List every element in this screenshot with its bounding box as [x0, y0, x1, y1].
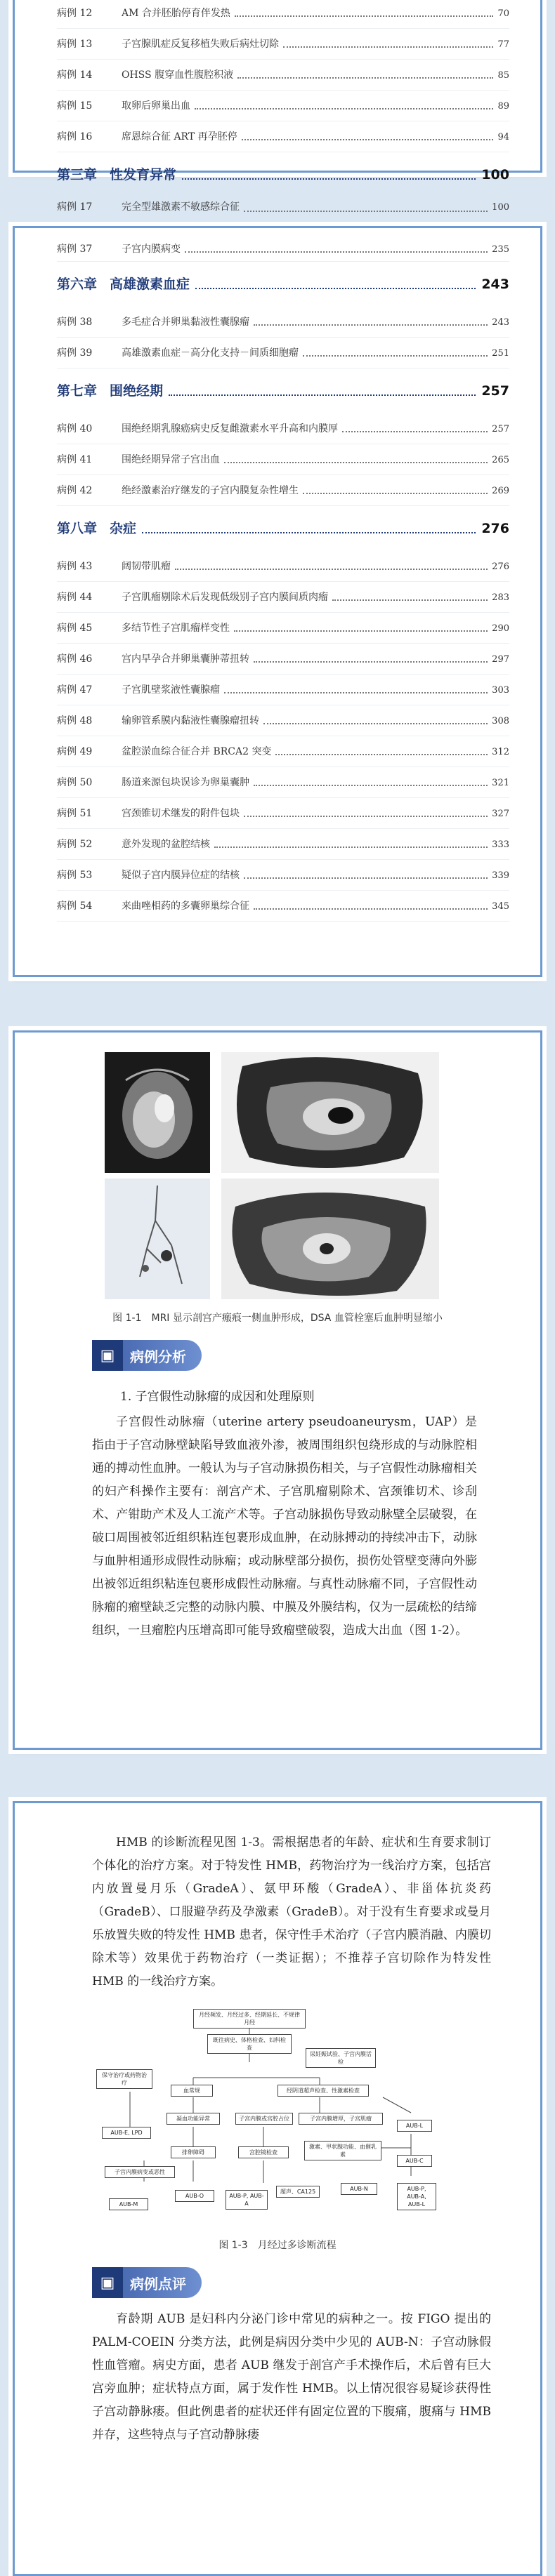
flow-box: AUB-C — [397, 2155, 432, 2167]
leader-dots — [175, 569, 488, 570]
chapter-label: 第八章 — [57, 521, 98, 536]
toc-row[interactable] — [57, 551, 509, 582]
chapter-page: 100 — [481, 167, 509, 182]
case-number: 病例 14 — [57, 69, 93, 81]
case-number: 病例 40 — [57, 423, 93, 434]
leader-dots — [254, 661, 488, 663]
page-number: 257 — [492, 424, 509, 434]
toc-row[interactable] — [57, 798, 509, 829]
leader-dots — [214, 847, 488, 848]
flow-box: 凝血功能异常 — [166, 2113, 220, 2125]
case-number: 病例 13 — [57, 39, 93, 50]
chapter-title: 围绝经期 — [110, 383, 164, 399]
toc-row[interactable] — [57, 197, 509, 220]
case-title: 宫内早孕合并卵巢囊肿蒂扭转 — [122, 653, 249, 665]
case-title: 围绝经期乳腺癌病史反复雌激素水平升高和内膜厚 — [122, 423, 338, 434]
leader-dots — [244, 816, 488, 817]
flow-box: 尿妊娠试验、子宫内膜活检 — [306, 2048, 376, 2068]
flow-box: 超声、CA125 — [276, 2186, 320, 2198]
leader-dots — [254, 324, 488, 326]
toc-row[interactable] — [57, 582, 509, 613]
case-title: 子宫腺肌症反复移植失败后病灶切除 — [122, 39, 279, 50]
case-title: 子宫肌瘤剔除术后发现低级别子宫内膜间质肉瘤 — [122, 592, 328, 603]
chapter-title: 性发育异常 — [110, 167, 177, 182]
body-paragraph: 育龄期 AUB 是妇科内分泌门诊中常见的病种之一。按 FIGO 提出的 PALM-COEIN 分类方法，此例是病因分类中少见的 AUB-N：子宫动脉假性血管瘤。病史方面，患者 AUB 继发于剖宫产手术操作后，术后曾有巨大宫旁血肿；症状特点方面，属于发作性 HMB。以上情况很容易疑诊获得性子宫动静脉瘘。但此例患者的症状还伴有固定位置的下腹痛，腹痛与 HMB 并存，这些特点与子宫动静脉瘘 — [92, 2312, 491, 2442]
flow-box: AUB-P, AUB-A, AUB-L — [397, 2183, 436, 2210]
case-number: 病例 41 — [57, 454, 93, 465]
page-number: 290 — [492, 623, 509, 634]
page-number: 339 — [492, 870, 509, 881]
page-number: 85 — [497, 70, 509, 81]
case-number: 病例 51 — [57, 808, 93, 819]
page-number: 312 — [492, 747, 509, 757]
leader-dots — [244, 211, 488, 212]
page-number: 77 — [497, 39, 509, 50]
flow-box: AUB-L — [397, 2120, 432, 2132]
page-number: 265 — [492, 455, 509, 465]
case-title: 宫颈锥切术继发的附件包块 — [122, 808, 240, 819]
case-number: 病例 52 — [57, 839, 93, 850]
book-page-figure — [13, 1030, 542, 1750]
chapter-page: 276 — [481, 521, 509, 536]
toc-panel-2 — [13, 226, 542, 977]
case-number: 病例 38 — [57, 317, 93, 328]
page-number: 283 — [492, 592, 509, 603]
case-number: 病例 54 — [57, 901, 93, 912]
case-number: 病例 50 — [57, 777, 93, 788]
chapter-title: 杂症 — [110, 521, 137, 536]
page-number: 235 — [492, 244, 509, 255]
leader-dots — [224, 692, 488, 693]
chapter-heading[interactable] — [57, 152, 509, 197]
chapter-title: 高雄激素血症 — [110, 277, 190, 292]
section-heading-case-analysis — [92, 1340, 202, 1371]
case-title: 多结节性子宫肌瘤样变性 — [122, 623, 230, 634]
case-number: 病例 15 — [57, 100, 93, 112]
toc-row[interactable] — [57, 705, 509, 736]
case-title: 盆腔淤血综合征合并 BRCA2 突变 — [122, 746, 272, 757]
case-title: 围绝经期异常子宫出血 — [122, 454, 220, 465]
toc-row[interactable] — [57, 444, 509, 475]
case-title: 疑似子宫内膜异位症的结核 — [122, 870, 240, 881]
toc-row[interactable] — [57, 767, 509, 798]
flow-box: AUB-N — [341, 2183, 377, 2195]
leader-dots — [235, 15, 494, 17]
leader-dots — [242, 139, 494, 140]
case-number: 病例 39 — [57, 347, 93, 359]
case-number: 病例 16 — [57, 131, 93, 142]
case-title: 取卵后卵巢出血 — [122, 100, 190, 112]
toc-row[interactable] — [57, 91, 509, 121]
leader-dots — [142, 532, 476, 533]
page-number: 276 — [492, 562, 509, 572]
flow-box: 宫腔镜检查 — [238, 2146, 289, 2158]
case-title: 高雄激素血症－高分化支持－间质细胞瘤 — [122, 347, 299, 359]
case-title: 阔韧带肌瘤 — [122, 561, 171, 572]
toc-row[interactable] — [57, 891, 509, 922]
case-title: 输卵管系膜内黏液性囊腺瘤扭转 — [122, 715, 259, 726]
page-number: 297 — [492, 654, 509, 665]
flow-box: AUB-O — [175, 2190, 214, 2202]
flow-box: 月经频发、月经过多、经期延长、不规律月经 — [193, 2009, 306, 2029]
mri-image — [221, 1052, 439, 1173]
case-title: AM 合并胚胎停育伴发热 — [122, 8, 230, 19]
figure-caption: 图 1-1 MRI 显示剖宫产瘢痕一侧血肿形成，DSA 血管栓塞后血肿明显缩小 — [112, 1313, 443, 1324]
flowchart-figure-1-3 — [88, 2007, 467, 2232]
case-number: 病例 43 — [57, 561, 93, 572]
book-page-flowchart — [13, 1801, 542, 2576]
chapter-heading[interactable] — [57, 262, 509, 307]
flow-box: 经阴道超声检查、性激素检查 — [278, 2085, 369, 2097]
page-number: 70 — [497, 8, 509, 19]
toc-row[interactable] — [57, 60, 509, 91]
leader-dots — [342, 431, 488, 432]
mri-image — [221, 1179, 439, 1299]
flow-box: 血常规 — [171, 2085, 213, 2097]
toc-row[interactable] — [57, 307, 509, 338]
chapter-heading[interactable] — [57, 369, 509, 413]
flow-box: 子宫内膜或宫腔占位 — [235, 2113, 293, 2125]
page-number: 345 — [492, 901, 509, 912]
chapter-label: 第六章 — [57, 277, 98, 292]
case-title: 席恩综合征 ART 再孕胚停 — [122, 131, 237, 142]
toc-row[interactable] — [57, 829, 509, 860]
leader-dots — [254, 785, 488, 786]
flow-box: AUB-E, LPD — [102, 2127, 151, 2139]
leader-dots — [332, 599, 488, 601]
leader-dots — [224, 462, 488, 463]
flow-box: AUB-P, AUB-A — [226, 2190, 268, 2210]
page-number: 94 — [497, 132, 509, 142]
case-title: 来曲唑相药的多囊卵巢综合征 — [122, 901, 249, 912]
case-number: 病例 53 — [57, 870, 93, 881]
page-number: 100 — [492, 202, 509, 213]
page-number: 269 — [492, 486, 509, 496]
case-title: 子宫内膜病变 — [122, 244, 181, 255]
chapter-page: 243 — [481, 277, 509, 292]
body-paragraph: HMB 的诊断流程见图 1-3。需根据患者的年龄、症状和生育要求制订个体化的治疗方案。对于特发性 HMB，药物治疗为一线治疗方案，包括宫内放置曼月乐（GradeA）、氨甲环酸（GradeA）、非甾体抗炎药（GradeB）、口服避孕药及孕激素（GradeB）。对于没有生育要求或曼月乐放置失败的特发性 HMB 患者，保守性手术治疗（子宫内膜消融、内膜切除术等）效果优于药物治疗（一类证据）；不推荐子宫切除作为特发性 HMB 的一线治疗方案。 — [92, 1835, 491, 1989]
toc-row[interactable] — [57, 121, 509, 152]
toc-row[interactable] — [57, 29, 509, 60]
toc-row[interactable] — [57, 644, 509, 675]
chapter-page: 257 — [481, 383, 509, 399]
case-badge-icon: ▣ — [92, 2267, 123, 2298]
page-number: 89 — [497, 101, 509, 112]
toc-row[interactable] — [57, 675, 509, 705]
leader-dots — [237, 77, 493, 79]
toc-row[interactable] — [57, 475, 509, 506]
case-number: 病例 42 — [57, 485, 93, 496]
case-title: 子宫肌壁浆液性囊腺瘤 — [122, 684, 220, 696]
leader-dots — [182, 178, 476, 180]
toc-row[interactable] — [57, 237, 509, 262]
case-number: 病例 44 — [57, 592, 93, 603]
chapter-label: 第三章 — [57, 167, 98, 182]
case-title: 多毛症合并卵巢黏液性囊腺瘤 — [122, 317, 249, 328]
leader-dots — [195, 288, 476, 289]
case-title: 绝经激素治疗继发的子宫内膜复杂性增生 — [122, 485, 299, 496]
leader-dots — [254, 908, 488, 910]
section-title: 病例点评 — [130, 2275, 186, 2292]
flow-box: 既往病史、体格检查、妇科检查 — [207, 2034, 292, 2054]
body-paragraph: 子宫假性动脉瘤（uterine artery pseudoaneurysm，UAP）是指由于子宫动脉壁缺陷导致血液外渗，被周围组织包绕形成的与动脉腔相通的搏动性血肿。一般认为与子宫动脉损伤相关，与子宫假性动脉瘤相关的妇产科操作主要有：剖宫产术、子宫肌瘤剔除术、宫颈锥切术、诊刮术、产钳助产术及人工流产术等。子宫动脉损伤导致动脉壁全层破裂，在破口周围被邻近组织粘连包裹形成血肿，在动脉搏动的持续冲击下，动脉与血肿相通形成假性动脉瘤；或动脉壁部分损伤，损伤处管壁变薄向外膨出被邻近组织粘连包裹形成假性动脉瘤。与真性动脉瘤不同，子宫假性动脉瘤的瘤壁缺乏完整的动脉内膜、中膜及外膜结构，仅为一层疏松的结缔组织，一旦瘤腔内压增高即可能导致瘤壁破裂，造成大出血（图 1-2）。 — [92, 1415, 477, 1638]
case-title: OHSS 腹穿血性腹腔积液 — [122, 69, 234, 81]
leader-dots — [244, 877, 488, 879]
leader-dots — [303, 493, 488, 494]
page-number: 251 — [492, 348, 509, 359]
case-badge-icon: ▣ — [92, 1340, 123, 1371]
case-title: 意外发现的盆腔结核 — [122, 839, 210, 850]
leader-dots — [303, 355, 488, 357]
leader-dots — [234, 630, 488, 632]
page-number: 303 — [492, 685, 509, 696]
page-number: 327 — [492, 809, 509, 819]
page-number: 243 — [492, 317, 509, 328]
case-number: 病例 45 — [57, 623, 93, 634]
case-number: 病例 48 — [57, 715, 93, 726]
leader-dots — [185, 251, 488, 253]
toc-panel-1 — [13, 0, 542, 213]
mri-image — [105, 1052, 210, 1173]
subheading: 1. 子宫假性动脉瘤的成因和处理原则 — [120, 1390, 315, 1404]
flow-box: AUB-M — [109, 2198, 148, 2210]
figure-caption: 图 1-3 月经过多诊断流程 — [218, 2240, 337, 2251]
case-number: 病例 37 — [57, 244, 93, 255]
leader-dots — [195, 108, 493, 109]
chapter-heading[interactable] — [57, 506, 509, 551]
leader-dots — [169, 394, 476, 396]
toc-row[interactable] — [57, 338, 509, 369]
case-number: 病例 47 — [57, 684, 93, 696]
section-heading-case-comment — [92, 2267, 202, 2298]
figure-1-1 — [15, 1052, 540, 1299]
page-number: 308 — [492, 716, 509, 726]
toc-row[interactable] — [57, 613, 509, 644]
toc-row[interactable] — [57, 736, 509, 767]
case-number: 病例 49 — [57, 746, 93, 757]
toc-row[interactable] — [57, 860, 509, 891]
leader-dots — [275, 754, 488, 755]
section-title: 病例分析 — [130, 1348, 186, 1365]
chapter-label: 第七章 — [57, 383, 98, 399]
page-number: 321 — [492, 778, 509, 788]
dsa-image — [105, 1179, 210, 1299]
flow-box: 保守治疗或药物治疗 — [96, 2069, 152, 2089]
flow-box: 激素、甲状腺功能、血催乳素 — [304, 2141, 381, 2160]
page-number: 333 — [492, 839, 509, 850]
leader-dots — [283, 46, 493, 48]
toc-row[interactable] — [57, 0, 509, 29]
case-title: 完全型雄激素不敏感综合征 — [122, 201, 240, 213]
flow-box: 子宫内膜病变或恶性 — [105, 2166, 175, 2178]
case-number: 病例 12 — [57, 8, 93, 19]
case-title: 肠道来源包块误诊为卵巢囊肿 — [122, 777, 249, 788]
flow-box: 排卵障碍 — [171, 2146, 216, 2158]
leader-dots — [263, 723, 488, 724]
flow-box: 子宫内膜增厚，子宫肌瘤 — [299, 2113, 383, 2125]
case-number: 病例 46 — [57, 653, 93, 665]
case-number: 病例 17 — [57, 201, 93, 213]
toc-row[interactable] — [57, 413, 509, 444]
